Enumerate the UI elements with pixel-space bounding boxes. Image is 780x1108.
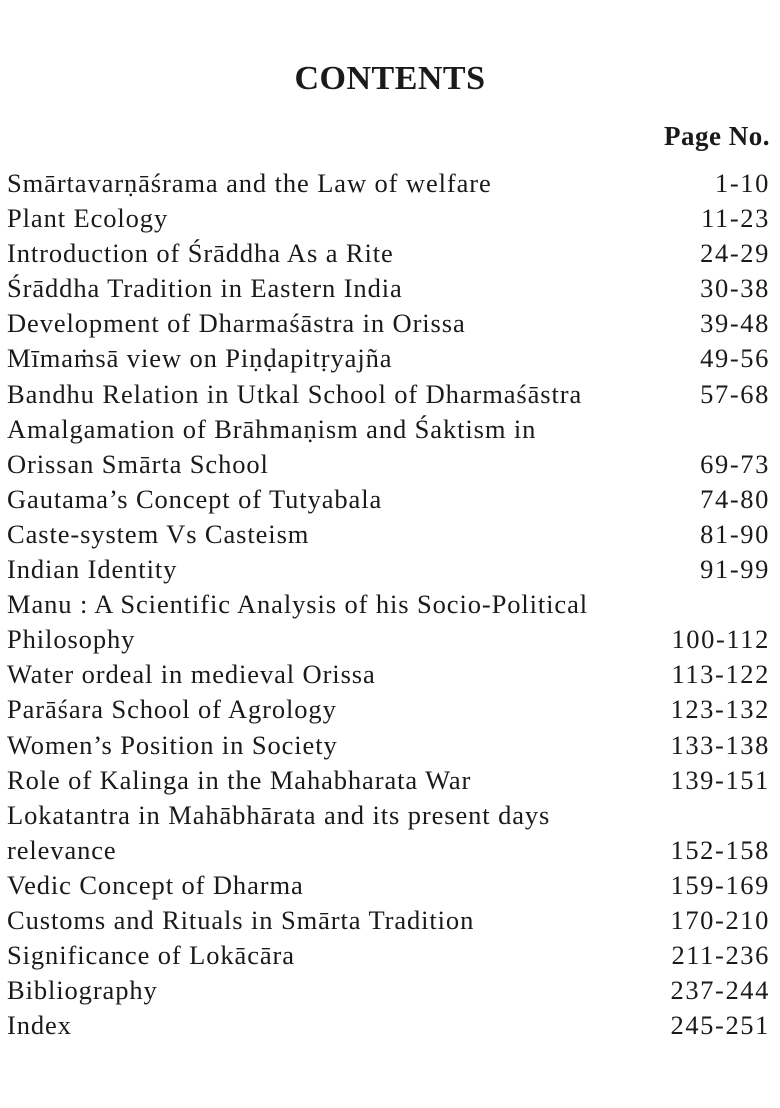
toc-entry-line	[7, 622, 770, 657]
toc-entry-title: relevance	[7, 834, 117, 865]
toc-entry	[7, 1008, 770, 1043]
toc-entry	[7, 306, 770, 341]
toc-entry-pages: 39-48	[700, 308, 770, 339]
toc-entry	[7, 903, 770, 938]
toc-entry-title: Amalgamation of Brāhmaṇism and Śaktism in	[7, 413, 537, 444]
toc-entry-line	[7, 833, 770, 868]
toc-entry-pages: 211-236	[671, 940, 770, 971]
toc-entry-line	[7, 938, 770, 973]
toc-entry	[7, 763, 770, 798]
toc-entry-pages: 69-73	[700, 448, 770, 479]
toc-entry	[7, 236, 770, 271]
toc-entry-line	[7, 1008, 770, 1043]
toc-entry-title: Role of Kalinga in the Mahabharata War	[7, 764, 472, 795]
toc-entry-title: Customs and Rituals in Smārta Tradition	[7, 904, 475, 935]
toc-entry-title: Indian Identity	[7, 554, 178, 585]
toc-entry-line	[7, 657, 770, 692]
toc-entry-line	[7, 306, 770, 341]
toc-entry-title: Women’s Position in Society	[7, 729, 338, 760]
toc-entry-pages: 170-210	[670, 904, 770, 935]
toc-entry-line	[7, 517, 770, 552]
toc-entry-pages: 30-38	[700, 273, 770, 304]
toc-entry	[7, 587, 770, 657]
toc-entry	[7, 552, 770, 587]
toc-entry-title: Parāśara School of Agrology	[7, 694, 337, 725]
toc-entry-line	[7, 903, 770, 938]
toc-entry-pages: 133-138	[670, 729, 770, 760]
toc-entry	[7, 973, 770, 1008]
toc-entry-title: Lokatantra in Mahābhārata and its present days	[7, 799, 551, 830]
toc-entry	[7, 377, 770, 412]
toc-entry-pages: 123-132	[670, 694, 770, 725]
table-of-contents	[7, 166, 770, 1043]
toc-entry	[7, 517, 770, 552]
toc-entry-line	[7, 377, 770, 412]
toc-entry-title: Smārtavarṇāśrama and the Law of welfare	[7, 168, 492, 198]
toc-entry-line	[7, 552, 770, 587]
toc-entry-title: Gautama’s Concept of Tutyabala	[7, 483, 383, 514]
toc-entry-pages: 245-251	[670, 1010, 770, 1041]
toc-entry-pages: 113-122	[671, 659, 770, 690]
toc-entry-title: Mīmaṁsā view on Piṇḍapitṛyajña	[7, 343, 393, 374]
toc-entry-line	[7, 166, 770, 201]
toc-entry	[7, 798, 770, 868]
toc-entry-title: Bandhu Relation in Utkal School of Dharmaśāstra	[7, 378, 583, 409]
toc-entry-pages: 1-10	[715, 168, 770, 198]
toc-entry-line	[7, 412, 770, 447]
toc-entry-title: Development of Dharmaśāstra in Orissa	[7, 308, 466, 339]
toc-entry	[7, 657, 770, 692]
toc-entry-line	[7, 482, 770, 517]
toc-entry	[7, 692, 770, 727]
toc-entry-title: Orissan Smārta School	[7, 448, 269, 479]
toc-entry-pages: 152-158	[670, 834, 770, 865]
toc-entry-title: Caste-system Vs Casteism	[7, 518, 310, 549]
toc-entry-line	[7, 201, 770, 236]
contents-heading: CONTENTS	[294, 60, 486, 97]
toc-entry-line	[7, 692, 770, 727]
toc-entry-line	[7, 728, 770, 763]
toc-entry-line	[7, 447, 770, 482]
toc-entry-title: Bibliography	[7, 975, 158, 1006]
toc-entry-line	[7, 587, 770, 622]
toc-entry-line	[7, 798, 770, 833]
toc-entry-pages: 159-169	[670, 869, 770, 900]
toc-entry	[7, 166, 770, 201]
toc-entry-line	[7, 973, 770, 1008]
toc-entry-pages: 139-151	[670, 764, 770, 795]
toc-entry-title: Index	[7, 1010, 72, 1041]
toc-entry	[7, 868, 770, 903]
toc-entry-pages: 74-80	[700, 483, 770, 514]
toc-entry-line	[7, 236, 770, 271]
toc-entry-pages: 57-68	[700, 378, 770, 409]
toc-entry	[7, 201, 770, 236]
toc-entry	[7, 482, 770, 517]
toc-entry-line	[7, 341, 770, 376]
toc-entry-pages: 100-112	[671, 624, 770, 655]
toc-entry-pages: 91-99	[700, 554, 770, 585]
toc-entry-pages: 81-90	[700, 518, 770, 549]
toc-entry-pages: 24-29	[700, 238, 770, 269]
page-no-label: Page No.	[664, 121, 770, 151]
toc-entry-title: Śrāddha Tradition in Eastern India	[7, 273, 403, 304]
toc-entry	[7, 271, 770, 306]
toc-entry-title: Vedic Concept of Dharma	[7, 869, 304, 900]
toc-entry-line	[7, 868, 770, 903]
toc-entry-title: Philosophy	[7, 624, 136, 655]
toc-entry-title: Manu : A Scientific Analysis of his Socio-Political	[7, 589, 589, 620]
toc-entry-title: Significance of Lokācāra	[7, 940, 295, 971]
toc-entry-pages: 237-244	[670, 975, 770, 1006]
toc-entry-title: Water ordeal in medieval Orissa	[7, 659, 376, 690]
toc-entry	[7, 938, 770, 973]
toc-entry-line	[7, 763, 770, 798]
toc-entry-title: Introduction of Śrāddha As a Rite	[7, 238, 394, 269]
toc-entry-pages: 11-23	[701, 203, 770, 234]
toc-entry	[7, 341, 770, 376]
toc-entry-pages: 49-56	[700, 343, 770, 374]
toc-entry-line	[7, 271, 770, 306]
toc-entry-title: Plant Ecology	[7, 203, 169, 234]
toc-entry	[7, 412, 770, 482]
toc-entry	[7, 728, 770, 763]
